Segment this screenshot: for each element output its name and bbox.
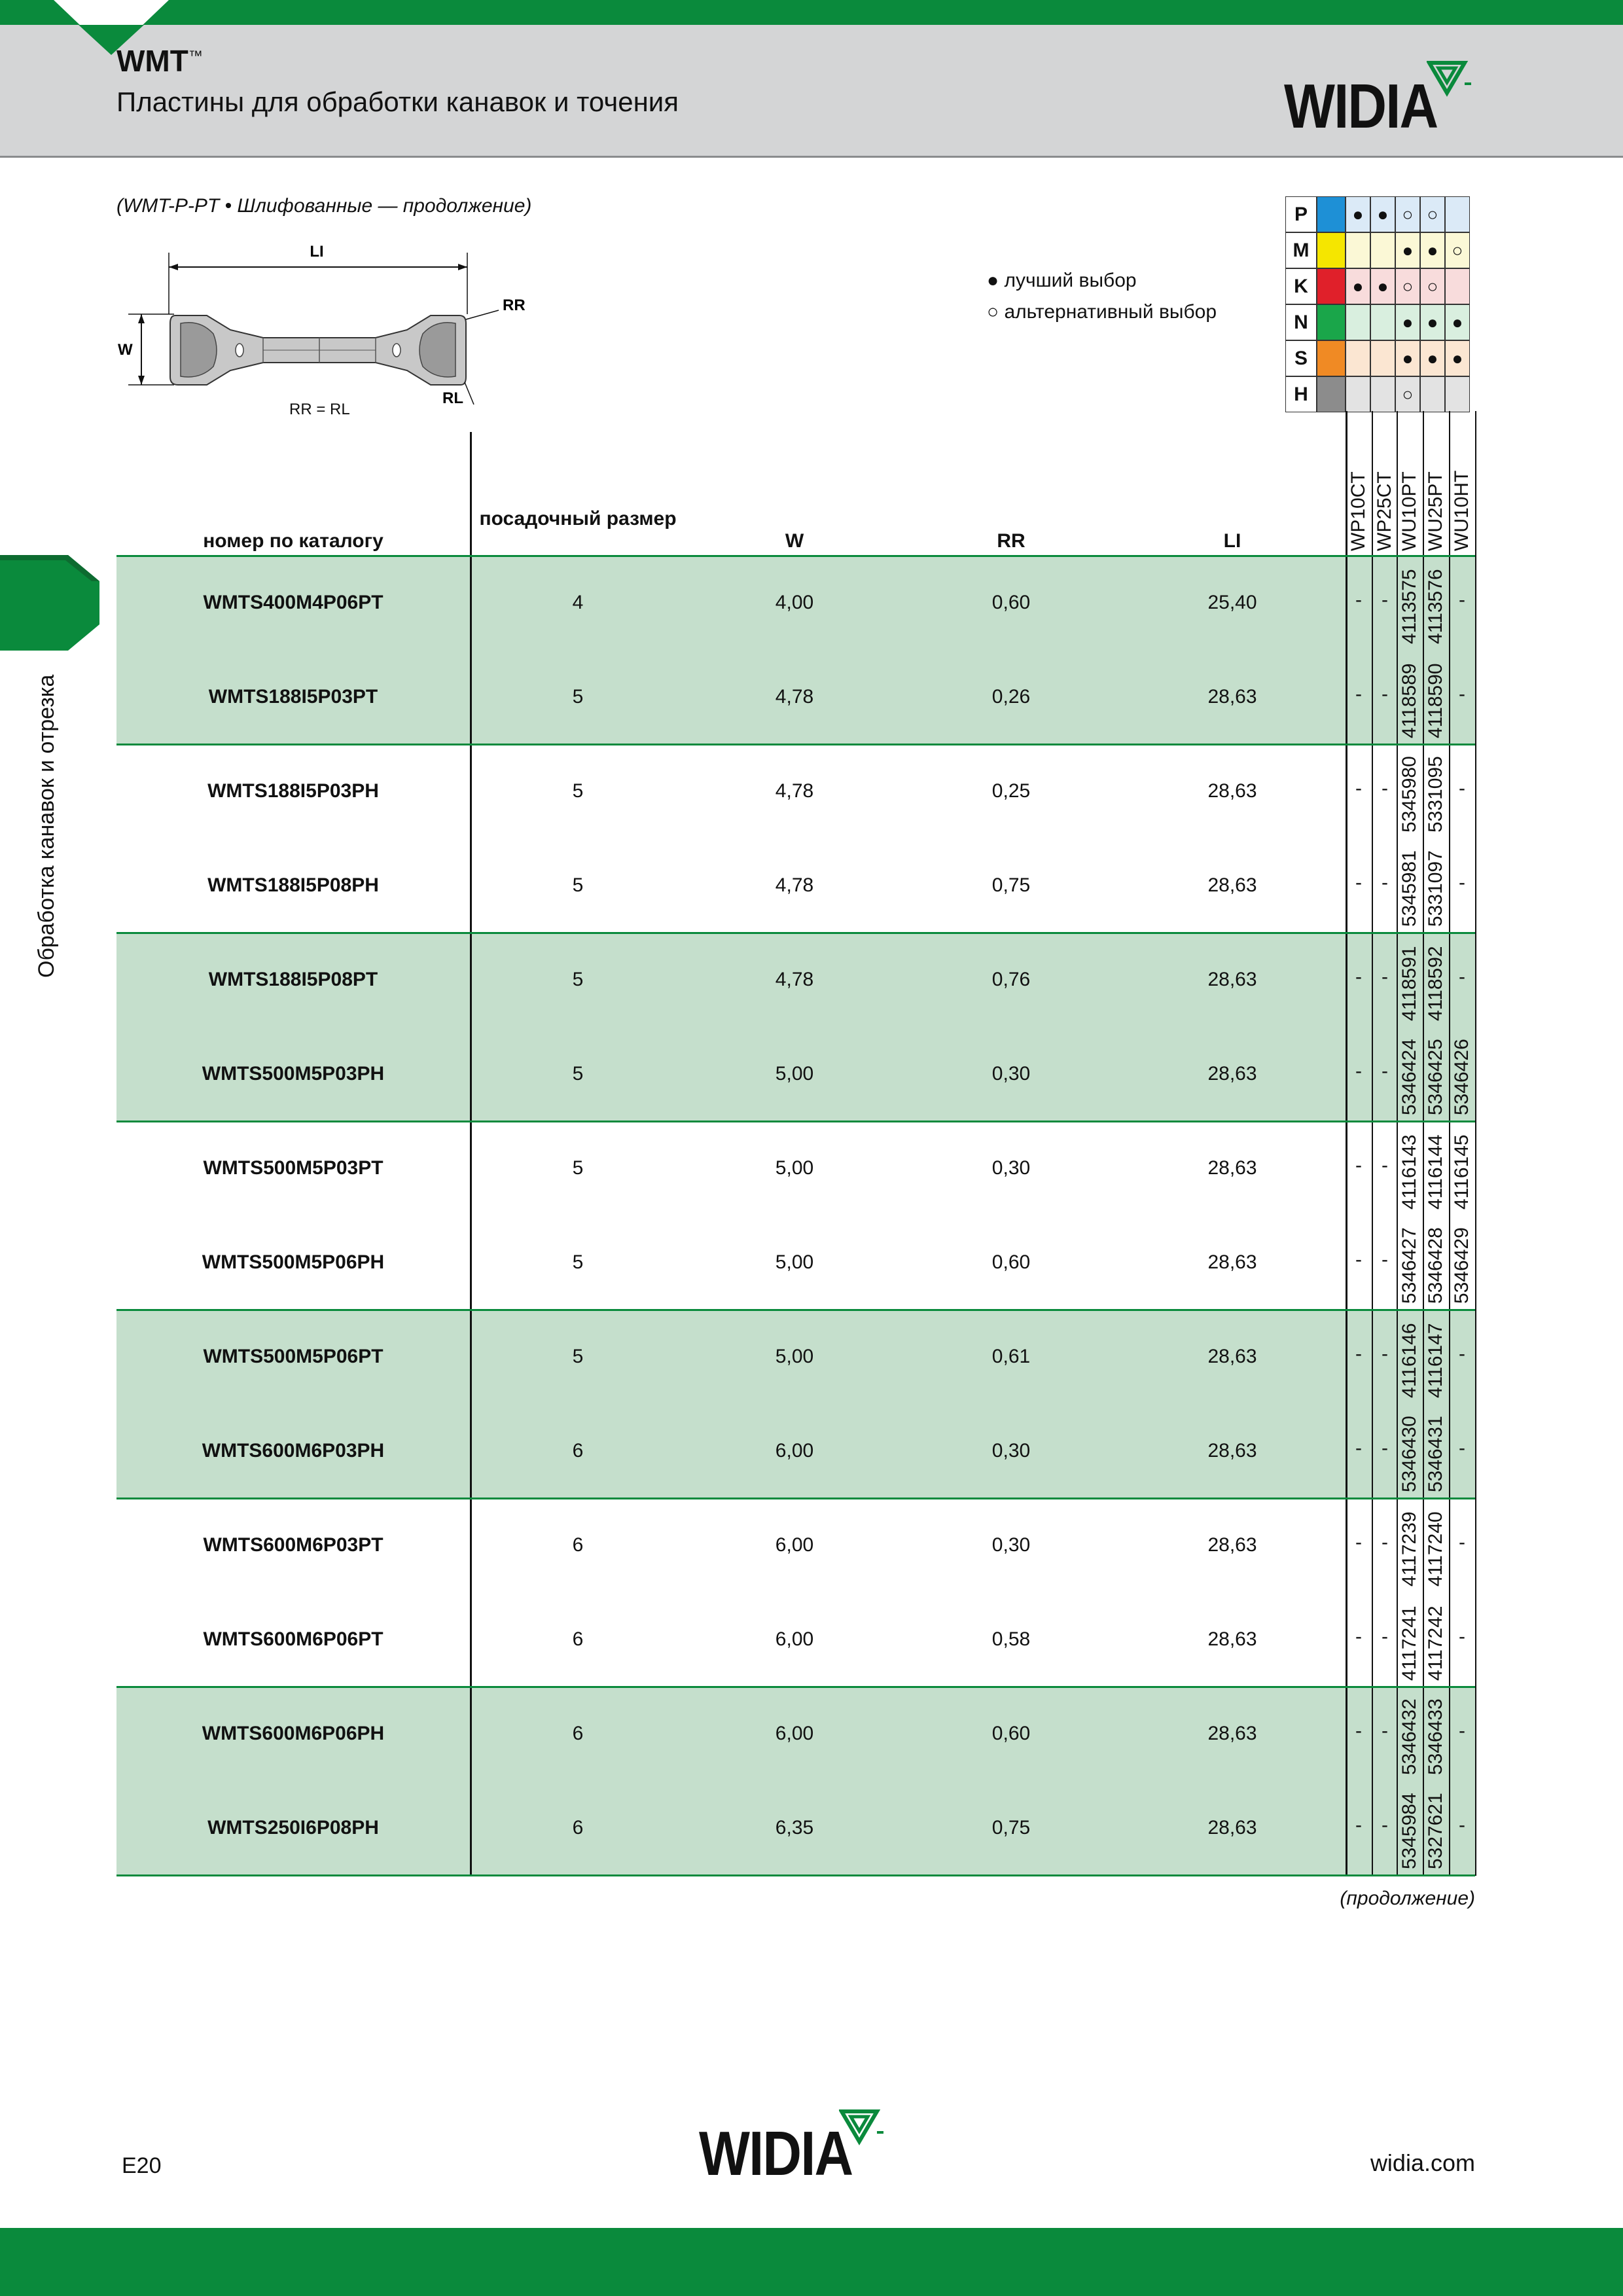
- table-row-catalog: WMTS500M5P06PT: [203, 1346, 383, 1367]
- page-subtitle: Пластины для обработки канавок и точения: [116, 86, 679, 117]
- table-band: [116, 1310, 1475, 1499]
- grade-code: 5346431: [1425, 1416, 1446, 1492]
- grade-code: 5346433: [1425, 1698, 1446, 1775]
- grade-code: 5346430: [1399, 1416, 1420, 1492]
- table-row-rr: 0,60: [991, 592, 1031, 613]
- table-row-li: 28,63: [1207, 1534, 1257, 1556]
- table-row-li: 28,63: [1207, 1723, 1257, 1744]
- table-row-seat: 6: [572, 1628, 584, 1650]
- material-group-h: H: [1285, 376, 1317, 412]
- table-row-seat: 5: [572, 1157, 584, 1179]
- grade-header: WP10CT: [1347, 471, 1369, 551]
- table-row-seat: 5: [572, 686, 584, 708]
- table-row-li: 28,63: [1207, 1440, 1257, 1462]
- grade-code: 5331095: [1425, 756, 1446, 833]
- grade-code: 5331097: [1425, 850, 1446, 927]
- row-rule: [116, 1121, 1475, 1122]
- grade-header: WU10PT: [1399, 471, 1420, 551]
- table-band: [116, 933, 1475, 1122]
- material-grade-mark: [1445, 268, 1470, 304]
- table-row-rr: 0,60: [991, 1723, 1031, 1744]
- table-row-li: 28,63: [1207, 1251, 1257, 1273]
- table-row-w: 4,78: [775, 780, 814, 802]
- grade-code: 4118590: [1425, 663, 1446, 738]
- table-row-rr: 0,58: [991, 1628, 1031, 1650]
- table-row-w: 4,78: [775, 686, 814, 708]
- grade-code: 5345980: [1399, 756, 1420, 833]
- material-grade-mark: ○: [1420, 196, 1445, 232]
- grade-code: 5346424: [1399, 1039, 1420, 1115]
- grade-code-dash: -: [1382, 1437, 1388, 1459]
- table-row-seat: 5: [572, 969, 584, 990]
- grade-code-dash: -: [1459, 589, 1465, 611]
- material-grade-mark: ○: [1395, 196, 1420, 232]
- side-section-tab: [0, 555, 99, 651]
- grade-code: 4117242: [1425, 1605, 1446, 1681]
- grade-code-dash: -: [1355, 1249, 1362, 1270]
- material-group-p: P: [1285, 196, 1317, 232]
- grade-code: 5346426: [1451, 1039, 1472, 1115]
- table-row-li: 28,63: [1207, 1346, 1257, 1367]
- page-title: [116, 43, 203, 79]
- table-row-w: 5,00: [775, 1346, 814, 1367]
- grade-code: 5327621: [1425, 1793, 1446, 1869]
- material-grade-mark: [1370, 340, 1395, 376]
- table-row-w: 6,00: [775, 1628, 814, 1650]
- table-row-li: 28,63: [1207, 1817, 1257, 1839]
- table-row-seat: 5: [572, 874, 584, 896]
- table-row-seat: 5: [572, 780, 584, 802]
- material-grade-mark: ●: [1370, 268, 1395, 304]
- grade-code-dash: -: [1355, 1532, 1362, 1553]
- table-row-li: 28,63: [1207, 874, 1257, 896]
- table-row-catalog: WMTS188I5P08PH: [207, 874, 379, 896]
- grade-code-dash: -: [1355, 1814, 1362, 1836]
- table-row-w: 6,00: [775, 1723, 814, 1744]
- material-grade-mark: [1445, 376, 1470, 412]
- grade-code-dash: -: [1382, 778, 1388, 799]
- material-group-k: K: [1285, 268, 1317, 304]
- table-row-catalog: WMTS600M6P06PT: [203, 1628, 383, 1650]
- table-row-li: 28,63: [1207, 1628, 1257, 1650]
- diagram-rr-label: RR: [503, 296, 526, 314]
- table-band: [116, 1687, 1475, 1876]
- grade-code-dash: -: [1459, 1343, 1465, 1365]
- table-row-rr: 0,60: [991, 1251, 1031, 1273]
- header-li: LI: [1223, 530, 1241, 552]
- grade-code: 5346432: [1399, 1698, 1420, 1775]
- table-row-rr: 0,75: [991, 874, 1031, 896]
- website-link[interactable]: widia.com: [1370, 2149, 1475, 2176]
- material-grade-mark: ○: [1420, 268, 1445, 304]
- grade-code-dash: -: [1382, 1814, 1388, 1836]
- material-grade-mark: ●: [1370, 196, 1395, 232]
- table-row-catalog: WMTS500M5P06PH: [202, 1251, 385, 1273]
- grade-code-dash: -: [1355, 683, 1362, 705]
- grade-code: 5346429: [1451, 1227, 1472, 1304]
- grade-code: 4118592: [1425, 946, 1446, 1021]
- table-row-li: 28,63: [1207, 969, 1257, 990]
- grade-header: WP25CT: [1374, 471, 1395, 551]
- table-row-li: 28,63: [1207, 780, 1257, 802]
- material-grade-mark: [1346, 232, 1370, 268]
- legend-alternative-choice: ○ альтернативный выбор: [987, 301, 1217, 323]
- table-row-rr: 0,61: [991, 1346, 1031, 1367]
- table-row-catalog: WMTS500M5P03PT: [203, 1157, 383, 1179]
- insert-dimension-diagram: [115, 242, 534, 419]
- material-grade-mark: [1370, 376, 1395, 412]
- header-rule: [116, 555, 1475, 557]
- header-catalog: номер по каталогу: [203, 530, 383, 552]
- grade-code-dash: -: [1355, 1437, 1362, 1459]
- material-grade-mark: [1370, 232, 1395, 268]
- grade-code: 5346428: [1425, 1227, 1446, 1304]
- title-text: WMT: [116, 44, 188, 78]
- grade-code-dash: -: [1459, 1814, 1465, 1836]
- material-grade-mark: ○: [1395, 268, 1420, 304]
- table-row-rr: 0,26: [991, 686, 1031, 708]
- table-row-seat: 6: [572, 1440, 584, 1462]
- grade-code-dash: -: [1355, 1626, 1362, 1647]
- table-row-rr: 0,30: [991, 1534, 1031, 1556]
- material-grade-mark: ●: [1445, 304, 1470, 340]
- widia-logo-mark-icon: [1427, 60, 1472, 99]
- table-row-catalog: WMTS400M4P06PT: [203, 592, 383, 613]
- page-number: E20: [122, 2153, 162, 2178]
- header-rr: RR: [997, 530, 1026, 552]
- grade-header: WU10HT: [1451, 470, 1472, 551]
- material-grade-mark: [1346, 376, 1370, 412]
- grade-code-dash: -: [1382, 1060, 1388, 1082]
- material-grade-mark: [1370, 304, 1395, 340]
- trademark-mark: ™: [188, 47, 203, 64]
- table-row-seat: 6: [572, 1817, 584, 1839]
- material-grade-mark: ○: [1395, 376, 1420, 412]
- header-w: W: [785, 530, 804, 552]
- material-grade-mark: ●: [1445, 340, 1470, 376]
- grade-code-dash: -: [1382, 1343, 1388, 1365]
- grade-divider: [1449, 411, 1450, 1876]
- table-row-w: 4,00: [775, 592, 814, 613]
- table-row-w: 4,78: [775, 969, 814, 990]
- table-row-w: 4,78: [775, 874, 814, 896]
- grade-code-dash: -: [1459, 683, 1465, 705]
- grade-divider: [1346, 411, 1347, 1876]
- material-grade-mark: ●: [1420, 340, 1445, 376]
- grade-code: 4116146: [1399, 1323, 1420, 1398]
- table-row-rr: 0,30: [991, 1063, 1031, 1085]
- row-rule: [116, 1498, 1475, 1499]
- material-color-swatch: [1317, 376, 1346, 412]
- table-row-seat: 6: [572, 1534, 584, 1556]
- table-row-catalog: WMTS500M5P03PH: [202, 1063, 385, 1085]
- grade-code-dash: -: [1459, 966, 1465, 988]
- grade-code-dash: -: [1355, 1060, 1362, 1082]
- material-color-swatch: [1317, 340, 1346, 376]
- table-row-w: 6,00: [775, 1440, 814, 1462]
- grade-code-dash: -: [1382, 589, 1388, 611]
- table-row-catalog: WMTS188I5P08PT: [208, 969, 378, 990]
- table-row-w: 5,00: [775, 1157, 814, 1179]
- table-row-w: 5,00: [775, 1251, 814, 1273]
- grade-divider: [1397, 411, 1398, 1876]
- material-grade-mark: ●: [1346, 268, 1370, 304]
- grade-code: 4116143: [1399, 1134, 1420, 1210]
- grade-code-dash: -: [1355, 1155, 1362, 1176]
- grade-code: 5346427: [1399, 1227, 1420, 1304]
- material-group-n: N: [1285, 304, 1317, 340]
- table-row-w: 6,35: [775, 1817, 814, 1839]
- grade-code-dash: -: [1459, 1437, 1465, 1459]
- table-row-catalog: WMTS250I6P08PH: [207, 1817, 379, 1839]
- grade-code-dash: -: [1355, 778, 1362, 799]
- table-row-rr: 0,76: [991, 969, 1031, 990]
- material-grade-mark: [1346, 340, 1370, 376]
- material-group-s: S: [1285, 340, 1317, 376]
- table-row-catalog: WMTS188I5P03PT: [208, 686, 378, 708]
- material-grade-mark: [1346, 304, 1370, 340]
- legend-best-choice: ● лучший выбор: [987, 270, 1137, 291]
- header-seat-size: посадочный размер: [479, 508, 677, 529]
- material-grade-mark: ●: [1395, 304, 1420, 340]
- table-row-w: 6,00: [775, 1534, 814, 1556]
- grade-code: 4113575: [1399, 569, 1420, 644]
- grade-code-dash: -: [1355, 872, 1362, 893]
- grade-code-dash: -: [1382, 1626, 1388, 1647]
- table-row-catalog: WMTS600M6P06PH: [202, 1723, 385, 1744]
- table-divider: [470, 432, 472, 1876]
- grade-code-dash: -: [1459, 1626, 1465, 1647]
- material-grade-mark: ●: [1420, 304, 1445, 340]
- diagram-equation: RR = RL: [289, 401, 350, 418]
- section-note: (WMT-P-PT • Шлифованные — продолжение): [116, 195, 532, 217]
- grade-code-dash: -: [1382, 1532, 1388, 1553]
- table-row-seat: 5: [572, 1251, 584, 1273]
- table-row-catalog: WMTS188I5P03PH: [207, 780, 379, 802]
- row-rule: [116, 932, 1475, 934]
- material-grade-mark: [1420, 376, 1445, 412]
- grade-code-dash: -: [1382, 683, 1388, 705]
- material-color-swatch: [1317, 268, 1346, 304]
- top-color-bar: [0, 0, 1623, 25]
- table-row-li: 28,63: [1207, 686, 1257, 708]
- diagram-w-label: W: [118, 341, 133, 359]
- widia-logo: WIDIA: [1284, 71, 1438, 141]
- material-grade-mark: [1445, 196, 1470, 232]
- footer-widia-logo: WIDIA: [699, 2119, 853, 2189]
- table-row-li: 28,63: [1207, 1063, 1257, 1085]
- side-section-label: Обработка канавок и отрезка: [34, 674, 59, 978]
- grade-code: 4117240: [1425, 1511, 1446, 1587]
- material-grade-mark: ●: [1346, 196, 1370, 232]
- grade-code-dash: -: [1355, 966, 1362, 988]
- grade-code-dash: -: [1459, 778, 1465, 799]
- grade-code-dash: -: [1355, 1343, 1362, 1365]
- table-row-seat: 5: [572, 1063, 584, 1085]
- table-band: [116, 556, 1475, 745]
- footer-logo-mark-icon: [839, 2109, 885, 2148]
- row-rule: [116, 744, 1475, 745]
- material-color-swatch: [1317, 232, 1346, 268]
- material-color-swatch: [1317, 196, 1346, 232]
- grade-code-dash: -: [1355, 1720, 1362, 1742]
- diagram-rl-label: RL: [442, 389, 463, 407]
- grade-header: WU25PT: [1425, 471, 1446, 551]
- grade-divider: [1475, 411, 1476, 1876]
- grade-code-dash: -: [1382, 1155, 1388, 1176]
- grade-code: 4117239: [1399, 1511, 1420, 1587]
- diagram-li-label: LI: [310, 243, 324, 260]
- grade-code-dash: -: [1382, 1720, 1388, 1742]
- row-rule: [116, 1686, 1475, 1688]
- grade-code: 4113576: [1425, 569, 1446, 644]
- table-row-rr: 0,30: [991, 1440, 1031, 1462]
- row-rule: [116, 1874, 1475, 1876]
- table-row-rr: 0,75: [991, 1817, 1031, 1839]
- grade-code-dash: -: [1382, 872, 1388, 893]
- material-grade-mark: ○: [1445, 232, 1470, 268]
- grade-code-dash: -: [1459, 1532, 1465, 1553]
- grade-code: 4116145: [1451, 1134, 1472, 1210]
- continued-note: (продолжение): [1340, 1888, 1475, 1909]
- grade-code: 5345984: [1399, 1793, 1420, 1869]
- material-grade-mark: ●: [1420, 232, 1445, 268]
- material-grade-mark: ●: [1395, 232, 1420, 268]
- table-row-rr: 0,30: [991, 1157, 1031, 1179]
- table-row-seat: 4: [572, 592, 584, 613]
- grade-code-dash: -: [1459, 1720, 1465, 1742]
- grade-code: 4118591: [1399, 946, 1420, 1021]
- grade-code: 5345981: [1399, 850, 1420, 927]
- table-row-rr: 0,25: [991, 780, 1031, 802]
- grade-code: 4118589: [1399, 663, 1420, 738]
- material-color-swatch: [1317, 304, 1346, 340]
- table-row-w: 5,00: [775, 1063, 814, 1085]
- grade-divider: [1423, 411, 1424, 1876]
- grade-code: 4116144: [1425, 1134, 1446, 1210]
- table-row-seat: 5: [572, 1346, 584, 1367]
- table-row-li: 25,40: [1207, 592, 1257, 613]
- grade-divider: [1372, 411, 1373, 1876]
- grade-code-dash: -: [1459, 872, 1465, 893]
- table-row-catalog: WMTS600M6P03PH: [202, 1440, 385, 1462]
- material-grade-mark: ●: [1395, 340, 1420, 376]
- bottom-color-bar: [0, 2228, 1623, 2296]
- row-rule: [116, 1309, 1475, 1311]
- table-row-seat: 6: [572, 1723, 584, 1744]
- grade-code-dash: -: [1382, 1249, 1388, 1270]
- grade-code-dash: -: [1382, 966, 1388, 988]
- grade-code: 4117241: [1399, 1605, 1420, 1681]
- grade-code: 5346425: [1425, 1039, 1446, 1115]
- material-group-m: M: [1285, 232, 1317, 268]
- grade-code-dash: -: [1355, 589, 1362, 611]
- table-row-catalog: WMTS600M6P03PT: [203, 1534, 383, 1556]
- table-row-li: 28,63: [1207, 1157, 1257, 1179]
- grade-code: 4116147: [1425, 1323, 1446, 1398]
